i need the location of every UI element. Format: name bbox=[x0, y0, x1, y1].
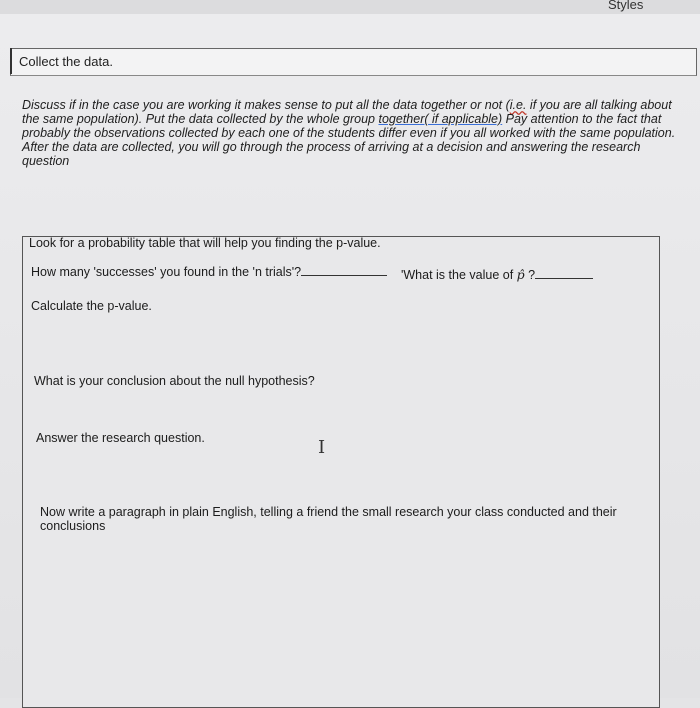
grammar-flag-together[interactable]: together( if applicable) bbox=[378, 112, 503, 126]
top-toolbar bbox=[0, 0, 700, 14]
styles-button[interactable]: Styles bbox=[608, 0, 644, 12]
section-title: Collect the data. bbox=[19, 54, 113, 69]
question-conclusion: What is your conclusion about the null hypothesis? bbox=[34, 374, 315, 388]
phat-symbol: p̂ bbox=[516, 267, 525, 282]
question-phat: 'What is the value of p̂ ? bbox=[401, 267, 593, 282]
question-successes: How many 'successes' you found in the 'n trials'? bbox=[31, 265, 387, 279]
successes-answer-blank[interactable] bbox=[301, 265, 387, 276]
spellcheck-word-ie[interactable]: i.e. bbox=[509, 98, 527, 112]
section-header bbox=[10, 48, 697, 76]
question-research: Answer the research question. bbox=[36, 431, 205, 445]
question-paragraph: Now write a paragraph in plain English, telling a friend the small research your class conducted and their conclusions bbox=[40, 505, 617, 533]
instructions-paragraph-1: Discuss if in the case you are working it makes sense to put all the data together or not (i.e. if you are all talking about the same population). Put the data collected by the whole group together( if applicable) Pay attention to the fact that probably the observations collected by each one of the students differ even if you all worked with the same population. bbox=[22, 98, 676, 140]
question-probability-table: Look for a probability table that will help you finding the p-value. bbox=[29, 236, 381, 250]
question-p-value: Calculate the p-value. bbox=[31, 299, 152, 313]
instructions-paragraph-2: After the data are collected, you will go through the process of arriving at a decision and answering the research question bbox=[22, 140, 641, 168]
text-cursor-icon: I bbox=[318, 437, 326, 458]
questions-box[interactable] bbox=[22, 236, 660, 708]
instructions-text bbox=[22, 98, 687, 168]
phat-answer-blank[interactable] bbox=[535, 268, 593, 279]
